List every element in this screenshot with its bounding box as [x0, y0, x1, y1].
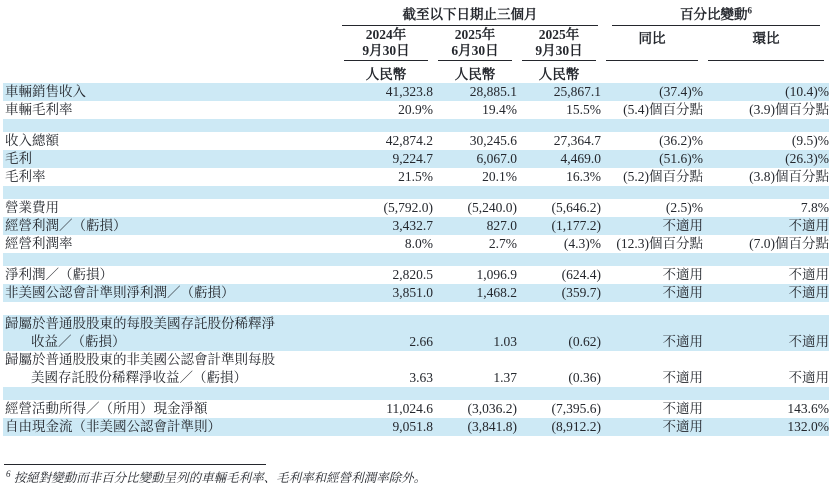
percent-change-group-header [601, 3, 829, 26]
cell-value: (3.8)個百分點 [749, 169, 829, 184]
row-label: 車輛毛利率 [5, 102, 73, 117]
period-group-header [339, 3, 601, 26]
currency-label: 人民幣 [454, 67, 496, 82]
cell-value: 不適用 [662, 285, 703, 300]
column-header-row [3, 26, 829, 61]
cell-value: 30,245.6 [469, 133, 517, 148]
cell-value: (12.3)個百分點 [616, 236, 703, 251]
cell-value: (624.4) [561, 267, 601, 282]
percent-change-title: 百分比變動 [680, 7, 748, 22]
cell-value: 不適用 [662, 370, 703, 385]
table-row [3, 266, 829, 284]
cell-value: 4,469.0 [560, 151, 601, 166]
cell-value: (7,395.6) [551, 401, 601, 416]
cell-value: 1.37 [493, 370, 517, 385]
table-row [3, 400, 829, 418]
spacer-row [3, 253, 829, 266]
cell-value: 不適用 [662, 401, 703, 416]
cell-value: 7.8% [800, 200, 829, 215]
cell-value: 21.5% [398, 169, 433, 184]
cell-value: 41,323.8 [385, 84, 433, 99]
cell-value: 3,432.7 [392, 218, 433, 233]
cell-value: 1.03 [493, 334, 517, 349]
footnote-divider [4, 464, 266, 465]
cell-value: (51.6)% [659, 151, 703, 166]
cell-value: 20.9% [398, 102, 433, 117]
cell-value: (26.3)% [785, 151, 829, 166]
footnote [6, 470, 832, 487]
cell-value: 15.5% [566, 102, 601, 117]
cell-value: (10.4)% [785, 84, 829, 99]
table-row [3, 168, 829, 186]
cell-value: (3,841.8) [467, 419, 517, 434]
cell-value: 143.6% [787, 401, 829, 416]
col-header-2024-09-30 [339, 26, 433, 61]
currency-label: 人民幣 [538, 67, 580, 82]
cell-value: (5,792.0) [383, 200, 433, 215]
cell-value: (5,646.2) [551, 200, 601, 215]
cell-value: 不適用 [662, 419, 703, 434]
row-label: 歸屬於普通股股東的每股美國存託股份稀釋淨 收益／（虧損） [5, 316, 275, 349]
row-label: 自由現金流（非美國公認會計準則） [5, 419, 221, 434]
spacer-row [3, 387, 829, 400]
spacer-cell [3, 186, 829, 199]
table-row [3, 132, 829, 150]
row-label: 收入總額 [5, 133, 59, 148]
cell-value: 不適用 [788, 267, 829, 282]
footnote-ref-superscript: 6 [747, 5, 752, 16]
cell-value: (37.4)% [659, 84, 703, 99]
cell-value: (9.5)% [791, 133, 829, 148]
cell-value: 132.0% [787, 419, 829, 434]
qoq-label: 環比 [752, 31, 780, 46]
row-label: 經營利潤／（虧損） [5, 218, 127, 233]
table-row [3, 217, 829, 235]
cell-value: 不適用 [788, 285, 829, 300]
cell-value: 42,874.2 [385, 133, 433, 148]
cell-value: (0.36) [568, 370, 601, 385]
currency-empty [601, 61, 703, 83]
cell-value: (1,177.2) [551, 218, 601, 233]
col-header-qoq [703, 26, 829, 61]
cell-value: 1,468.2 [476, 285, 517, 300]
cell-value: 19.4% [482, 102, 517, 117]
row-label: 營業費用 [5, 200, 59, 215]
cell-value: 2.7% [488, 236, 517, 251]
cell-value: (5.4)個百分點 [623, 102, 703, 117]
col-header-yoy [601, 26, 703, 61]
col-date: 9月30日 [535, 43, 583, 58]
cell-value: 2,820.5 [392, 267, 433, 282]
col-header-2025-06-30 [433, 26, 517, 61]
row-label: 經營利潤率 [5, 236, 73, 251]
spacer-cell [3, 119, 829, 132]
cell-value: (2.5)% [665, 200, 703, 215]
row-label: 歸屬於普通股股東的非美國公認會計準則每股 美國存託股份稀釋淨收益／（虧損） [5, 352, 275, 385]
spacer-cell [3, 387, 829, 400]
cell-value: 8.0% [404, 236, 433, 251]
cell-value: 不適用 [788, 334, 829, 349]
label-column-header-empty [3, 26, 339, 61]
col-date: 6月30日 [451, 43, 499, 58]
spacer-cell [3, 302, 829, 315]
cell-value: 不適用 [662, 334, 703, 349]
table-row [3, 83, 829, 101]
footnote-text: 按絕對變動而非百分比變動呈列的車輛毛利率、毛利率和經營利潤率除外。 [13, 471, 427, 485]
cell-value: 6,067.0 [476, 151, 517, 166]
col-year: 2024年 [365, 27, 407, 42]
col-year: 2025年 [538, 27, 580, 42]
cell-value: (36.2)% [659, 133, 703, 148]
cell-value: 不適用 [662, 267, 703, 282]
row-label: 車輛銷售收入 [5, 84, 86, 99]
spacer-row [3, 302, 829, 315]
table-row [3, 199, 829, 217]
currency-empty [3, 61, 339, 83]
cell-value: (7.0)個百分點 [749, 236, 829, 251]
row-label: 淨利潤／（虧損） [5, 267, 113, 282]
cell-value: 28,885.1 [469, 84, 517, 99]
table-row [3, 284, 829, 302]
cell-value: 16.3% [566, 169, 601, 184]
cell-value: 3,851.0 [392, 285, 433, 300]
cell-value: 2.66 [409, 334, 433, 349]
group-header-row [3, 3, 829, 26]
cell-value: 827.0 [486, 218, 517, 233]
table-row [3, 315, 829, 351]
cell-value: (5.2)個百分點 [623, 169, 703, 184]
currency-empty [703, 61, 829, 83]
row-label: 毛利 [5, 151, 32, 166]
cell-value: (0.62) [568, 334, 601, 349]
cell-value: 3.63 [409, 370, 433, 385]
cell-value: 11,024.6 [386, 401, 433, 416]
col-header-2025-09-30 [517, 26, 601, 61]
cell-value: 27,364.7 [553, 133, 601, 148]
spacer-row [3, 119, 829, 132]
quarterly-results-table [3, 3, 829, 436]
cell-value: 不適用 [662, 218, 703, 233]
period-group-title: 截至以下日期止三個月 [402, 7, 538, 22]
table-row [3, 418, 829, 436]
cell-value: (3,036.2) [467, 401, 517, 416]
col-year: 2025年 [454, 27, 496, 42]
cell-value: 不適用 [788, 370, 829, 385]
cell-value: 20.1% [482, 169, 517, 184]
cell-value: (5,240.0) [467, 200, 517, 215]
currency-label: 人民幣 [365, 67, 407, 82]
cell-value: (3.9)個百分點 [749, 102, 829, 117]
currency-row [3, 61, 829, 83]
yoy-label: 同比 [638, 31, 666, 46]
cell-value: 25,867.1 [553, 84, 601, 99]
cell-value: 1,096.9 [476, 267, 517, 282]
col-date: 9月30日 [362, 43, 410, 58]
row-label: 非美國公認會計準則淨利潤／（虧損） [5, 285, 235, 300]
label-column-header-empty [3, 3, 339, 26]
table-row [3, 150, 829, 168]
table-row [3, 235, 829, 253]
spacer-cell [3, 253, 829, 266]
row-label: 經營活動所得／（所用）現金淨額 [5, 401, 208, 416]
cell-value: (359.7) [561, 285, 601, 300]
cell-value: (8,912.2) [551, 419, 601, 434]
table-row [3, 351, 829, 387]
row-label: 毛利率 [5, 169, 46, 184]
table-row [3, 101, 829, 119]
footnote-marker: 6 [6, 468, 11, 479]
spacer-row [3, 186, 829, 199]
cell-value: 不適用 [788, 218, 829, 233]
cell-value: 9,051.8 [392, 419, 433, 434]
cell-value: 9,224.7 [392, 151, 433, 166]
cell-value: (4.3)% [563, 236, 601, 251]
